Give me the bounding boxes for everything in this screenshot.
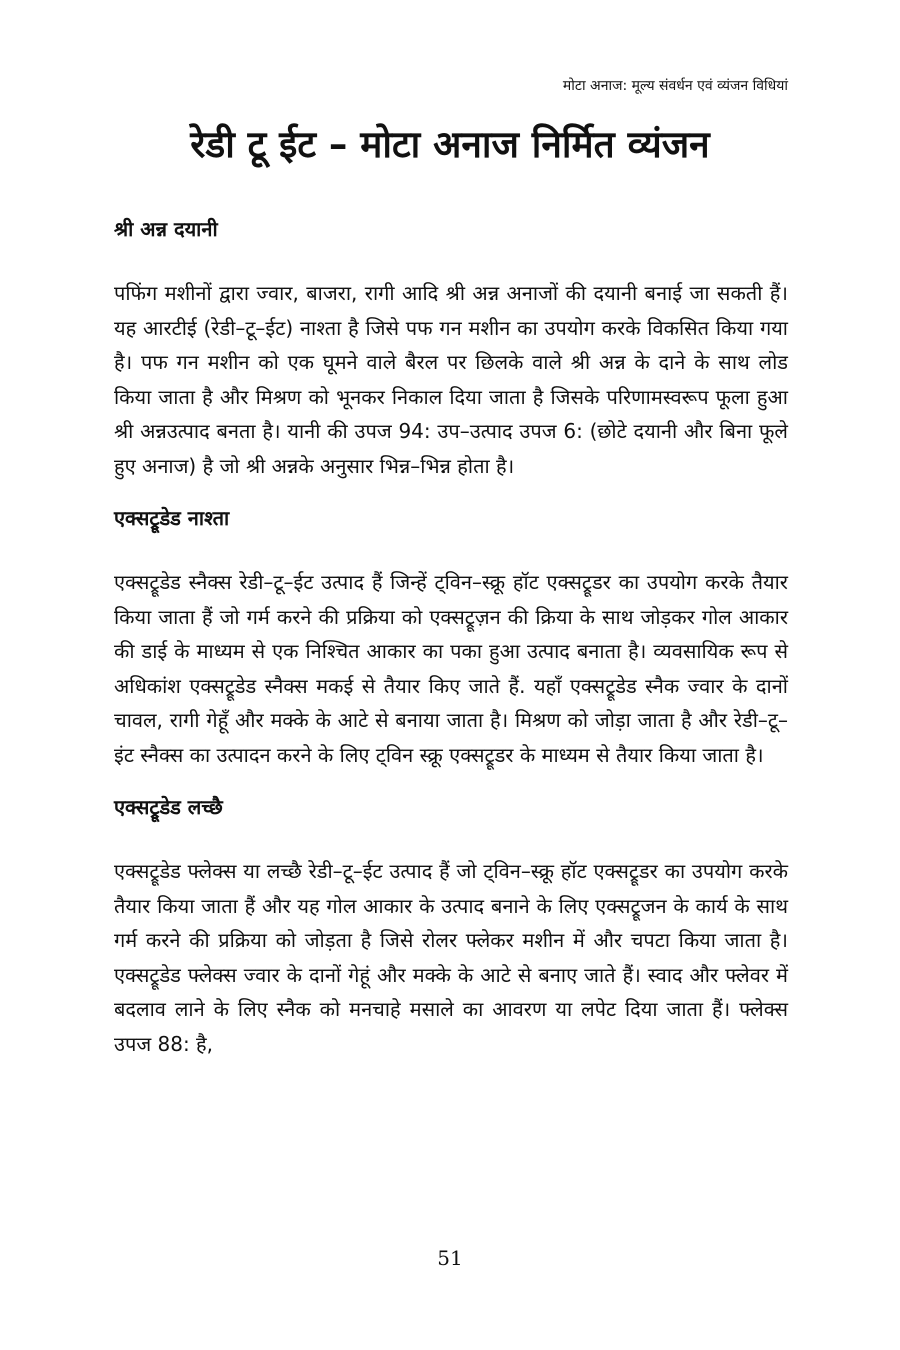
section-paragraph: एक्सट्रूडेड फ्लेक्स या लच्छै रेडी–टू–ईट उत्पाद हैं जो ट्विन–स्क्रू हॉट एक्सट्रूडर का उपयोग करके तैयार किया जाता हैं और यह गोल आकार के उत्पाद बनाने के लिए एक्सट्रूजन के कार्य के साथ गर्म करने की प्रक्रिया को जोड़ता है जिसे रोलर फ्लेकर मशीन में और चपटा किया जाता है। एक्सट्रूडेड फ्लेक्स ज्वार के दानों गेहूं और मक्के के आटे से बनाए जाते हैं। स्वाद और फ्लेवर में बदलाव लाने के लिए स्नैक को मनचाहे मसाले का आवरण या लपेट दिया जाता हैं। फ्लेक्स उपज 88: है, [114,859,788,1056]
section-extruded-flakes [114,790,788,1061]
page-number: 51 [437,1246,463,1270]
section-extruded-snacks [114,501,788,772]
section-heading: श्री अन्न दयानी [114,217,218,241]
page-content [114,212,788,1079]
section-paragraph: एक्सट्रूडेड स्नैक्स रेडी–टू–ईट उत्पाद हैं जिन्हें ट्विन–स्क्रू हॉट एक्सट्रूडर का उपयोग करके तैयार किया जाता हैं जो गर्म करने की प्रक्रिया को एक्सट्रूज़न की क्रिया के साथ जोड़कर गोल आकार की डाई के माध्यम से एक निश्चित आकार का पका हुआ उत्पाद बनाता है। व्यवसायिक रूप से अधिकांश एक्सट्रूडेड स्नैक्स मकई से तैयार किए जाते हैं. यहाँ एक्सट्रूडेड स्नैक ज्वार के दानों चावल, रागी गेहूँ और मक्के के आटे से बनाया जाता है। मिश्रण को जोड़ा जाता है और रेडी–टू–इंट स्नैक्स का उत्पादन करने के लिए ट्विन स्क्रू एक्सट्रूडर के माध्यम से तैयार किया जाता है। [114,570,788,767]
section-paragraph: पफिंग मशीनों द्वारा ज्वार, बाजरा, रागी आदि श्री अन्न अनाजों की दयानी बनाई जा सकती हैं। यह आरटीई (रेडी–टू–ईट) नाश्ता है जिसे पफ गन मशीन का उपयोग करके विकसित किया गया है। पफ गन मशीन को एक घूमने वाले बैरल पर छिलके वाले श्री अन्न के दाने के साथ लोड किया जाता है और मिश्रण को भूनकर निकाल दिया जाता है जिसके परिणामस्वरूप फूला हुआ श्री अन्नउत्पाद बनता है। यानी की उपज 94: उप–उत्पाद उपज 6: (छोटे दयानी और बिना फूले हुए अनाज) है जो श्री अन्नके अनुसार भिन्न–भिन्न होता है। [114,281,788,478]
section-shri-anna-dayani [114,212,788,483]
running-header: मोटा अनाज: मूल्य संवर्धन एवं व्यंजन विधियां [562,78,788,94]
section-heading: एक्सट्रूडेड लच्छै [114,795,223,819]
section-heading: एक्सट्रूडेड नाश्ता [114,506,230,530]
page-title: रेडी टू ईट – मोटा अनाज निर्मित व्यंजन [190,123,710,166]
